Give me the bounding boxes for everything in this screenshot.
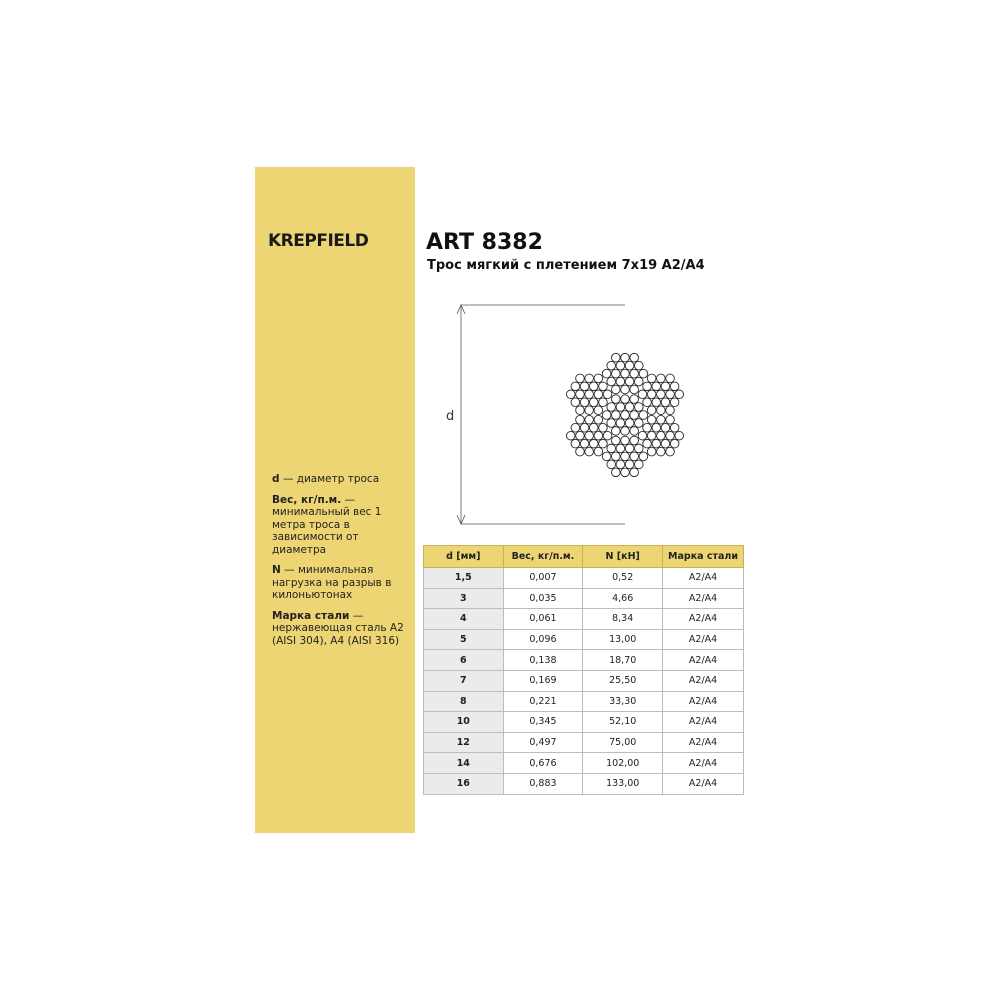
cell-steel: A2/A4 [663, 609, 744, 630]
table-header-row [424, 546, 744, 568]
rope-wire [576, 431, 585, 440]
rope-wire [643, 423, 652, 432]
cell-steel: A2/A4 [663, 732, 744, 753]
cell-steel: A2/A4 [663, 712, 744, 733]
rope-wire [630, 369, 639, 378]
rope-wire [594, 415, 603, 424]
rope-wire [589, 398, 598, 407]
rope-wire [625, 444, 634, 453]
rope-wire [612, 385, 621, 394]
rope-wire [652, 423, 661, 432]
rope-wire [630, 468, 639, 477]
cell-weight: 0,007 [503, 568, 583, 589]
rope-wire [607, 403, 616, 412]
rope-wire [635, 444, 644, 453]
rope-wire [621, 411, 630, 420]
column-header-diameter: d [мм] [424, 546, 504, 568]
rope-wire [657, 406, 666, 415]
rope-wire [571, 382, 580, 391]
cell-weight: 0,345 [503, 712, 583, 733]
rope-wire [589, 382, 598, 391]
rope-strand [602, 436, 647, 476]
rope-wire [661, 439, 670, 448]
cell-load: 4,66 [583, 588, 663, 609]
rope-wire [616, 361, 625, 370]
rope-wire [670, 398, 679, 407]
rope-wire [639, 369, 648, 378]
rope-wire [638, 390, 647, 399]
rope-wire [603, 431, 612, 440]
rope-wire [594, 390, 603, 399]
rope-wire [635, 361, 644, 370]
rope-wire [657, 431, 666, 440]
cell-diameter: 1,5 [424, 568, 504, 589]
rope-wire [616, 444, 625, 453]
legend-item-steel [272, 610, 412, 648]
rope-wire [616, 403, 625, 412]
rope-wire [602, 452, 611, 461]
cell-diameter: 5 [424, 629, 504, 650]
rope-wire [657, 374, 666, 383]
rope-strand [566, 374, 611, 414]
rope-wire [661, 423, 670, 432]
rope-wire [630, 395, 639, 404]
rope-wire [571, 423, 580, 432]
rope-wire [607, 444, 616, 453]
rope-wire [612, 436, 621, 445]
rope-wire [630, 385, 639, 394]
rope-wire [647, 374, 656, 383]
cell-load: 25,50 [583, 670, 663, 691]
rope-wire [675, 431, 684, 440]
cell-diameter: 10 [424, 712, 504, 733]
rope-strand [638, 374, 683, 414]
rope-wire [621, 427, 630, 436]
rope-wire [607, 377, 616, 386]
rope-cross-section-diagram [445, 300, 735, 530]
rope-wire [585, 390, 594, 399]
table-row [424, 773, 744, 794]
legend-term: N [272, 564, 281, 576]
rope-wire [666, 374, 675, 383]
rope-wire [566, 390, 575, 399]
rope-wire [625, 460, 634, 469]
legend-item-d [272, 473, 412, 486]
rope-strand [566, 415, 611, 455]
table-row [424, 732, 744, 753]
cell-weight: 0,169 [503, 670, 583, 691]
legend-text: — диаметр троса [279, 473, 380, 485]
rope-wire [594, 406, 603, 415]
product-title: ART 8382 [426, 230, 543, 255]
table-row [424, 691, 744, 712]
rope-wire [621, 369, 630, 378]
rope-wire [612, 411, 621, 420]
rope-wire [666, 447, 675, 456]
rope-wire [607, 361, 616, 370]
rope-wire [594, 431, 603, 440]
rope-wire [576, 390, 585, 399]
cell-weight: 0,497 [503, 732, 583, 753]
rope-wire [603, 390, 612, 399]
spec-table [423, 545, 744, 795]
rope-wire [585, 431, 594, 440]
cell-load: 8,34 [583, 609, 663, 630]
rope-wire [630, 436, 639, 445]
rope-wire [621, 353, 630, 362]
rope-wire [666, 415, 675, 424]
rope-wire [621, 468, 630, 477]
cell-load: 75,00 [583, 732, 663, 753]
rope-wire [621, 395, 630, 404]
rope-wire [657, 390, 666, 399]
cell-steel: A2/A4 [663, 568, 744, 589]
dimension-label: d [446, 409, 455, 424]
rope-wire [635, 460, 644, 469]
table-row [424, 712, 744, 733]
rope-wire [647, 447, 656, 456]
rope-wire [621, 436, 630, 445]
rope-wire [580, 423, 589, 432]
rope-wire [612, 353, 621, 362]
rope-wire [616, 460, 625, 469]
table-row [424, 670, 744, 691]
rope-wire [612, 427, 621, 436]
cell-weight: 0,061 [503, 609, 583, 630]
rope-wire [670, 439, 679, 448]
rope-wire [571, 398, 580, 407]
cell-diameter: 4 [424, 609, 504, 630]
rope-wire [661, 398, 670, 407]
column-header-steel: Марка стали [663, 546, 744, 568]
rope-wire [585, 447, 594, 456]
table-row [424, 568, 744, 589]
cell-load: 18,70 [583, 650, 663, 671]
rope-wire [657, 447, 666, 456]
cell-steel: A2/A4 [663, 773, 744, 794]
cell-weight: 0,883 [503, 773, 583, 794]
rope-wire [652, 382, 661, 391]
legend-item-weight [272, 494, 412, 557]
rope-wire [612, 468, 621, 477]
rope-wire [630, 411, 639, 420]
rope-wire [585, 415, 594, 424]
rope-wire [666, 431, 675, 440]
rope-wire [589, 423, 598, 432]
table-row [424, 588, 744, 609]
cell-load: 0,52 [583, 568, 663, 589]
rope-wire [635, 377, 644, 386]
cell-steel: A2/A4 [663, 670, 744, 691]
rope-wire [643, 382, 652, 391]
rope-strand [602, 395, 647, 435]
brand-logo: KREPFIELD [268, 231, 369, 251]
rope-wire [625, 419, 634, 428]
cell-steel: A2/A4 [663, 650, 744, 671]
cell-diameter: 6 [424, 650, 504, 671]
rope-wire [594, 374, 603, 383]
rope-wire [594, 447, 603, 456]
rope-wire [571, 439, 580, 448]
column-header-weight: Вес, кг/п.м. [503, 546, 583, 568]
rope-wire [643, 439, 652, 448]
legend-term: Вес, кг/п.м. [272, 493, 342, 506]
rope-wire [635, 419, 644, 428]
rope-wire [675, 390, 684, 399]
cell-load: 13,00 [583, 629, 663, 650]
cell-load: 102,00 [583, 753, 663, 774]
rope-wire [602, 411, 611, 420]
cell-diameter: 12 [424, 732, 504, 753]
rope-wire [580, 382, 589, 391]
rope-wire [576, 415, 585, 424]
rope-strand [602, 353, 647, 393]
cell-diameter: 16 [424, 773, 504, 794]
rope-wire [576, 374, 585, 383]
cell-diameter: 8 [424, 691, 504, 712]
rope-wire [638, 431, 647, 440]
cell-steel: A2/A4 [663, 629, 744, 650]
rope-wire [599, 398, 608, 407]
cell-weight: 0,096 [503, 629, 583, 650]
cell-steel: A2/A4 [663, 691, 744, 712]
cell-weight: 0,035 [503, 588, 583, 609]
rope-wire [635, 403, 644, 412]
cell-load: 133,00 [583, 773, 663, 794]
cell-load: 52,10 [583, 712, 663, 733]
rope-wire [630, 452, 639, 461]
rope-wire [599, 382, 608, 391]
rope-wire [589, 439, 598, 448]
rope-wire [625, 361, 634, 370]
rope-wire [666, 390, 675, 399]
rope-wire [580, 439, 589, 448]
rope-wire [630, 353, 639, 362]
rope-wire [602, 369, 611, 378]
cell-steel: A2/A4 [663, 588, 744, 609]
rope-wire [576, 447, 585, 456]
rope-wire [657, 415, 666, 424]
cell-steel: A2/A4 [663, 753, 744, 774]
rope-wire [585, 406, 594, 415]
cell-weight: 0,221 [503, 691, 583, 712]
cell-diameter: 14 [424, 753, 504, 774]
rope-wire [607, 460, 616, 469]
rope-wire [612, 369, 621, 378]
cell-weight: 0,138 [503, 650, 583, 671]
table-row [424, 753, 744, 774]
rope-wire [670, 423, 679, 432]
rope-wire [621, 385, 630, 394]
table-row [424, 650, 744, 671]
rope-wire [616, 419, 625, 428]
rope-wire [666, 406, 675, 415]
legend-text: — нержавеющая сталь A2 (AISI 304), A4 (AISI 316) [272, 609, 404, 647]
legend [272, 473, 412, 655]
legend-text: — минимальный вес 1 метра троса в зависимости от диаметра [272, 493, 382, 556]
table-row [424, 629, 744, 650]
rope-wire [607, 419, 616, 428]
rope-wire [621, 452, 630, 461]
rope-wire [639, 411, 648, 420]
cell-diameter: 3 [424, 588, 504, 609]
rope-strands [566, 353, 683, 476]
rope-wire [661, 382, 670, 391]
rope-wire [599, 439, 608, 448]
cell-diameter: 7 [424, 670, 504, 691]
table-row [424, 609, 744, 630]
rope-wire [647, 406, 656, 415]
rope-wire [652, 398, 661, 407]
rope-wire [625, 403, 634, 412]
rope-wire [599, 423, 608, 432]
rope-wire [612, 452, 621, 461]
rope-wire [647, 390, 656, 399]
rope-wire [576, 406, 585, 415]
rope-wire [566, 431, 575, 440]
rope-wire [630, 427, 639, 436]
rope-wire [670, 382, 679, 391]
rope-wire [580, 398, 589, 407]
rope-wire [616, 377, 625, 386]
rope-wire [625, 377, 634, 386]
rope-wire [585, 374, 594, 383]
legend-term: Марка стали [272, 609, 350, 622]
rope-strand [638, 415, 683, 455]
product-subtitle: Трос мягкий с плетением 7x19 A2/A4 [427, 258, 705, 273]
column-header-load: N [кН] [583, 546, 663, 568]
rope-wire [643, 398, 652, 407]
rope-wire [639, 452, 648, 461]
rope-wire [647, 431, 656, 440]
legend-text: — минимальная нагрузка на разрыв в килоньютонах [272, 564, 392, 601]
cell-load: 33,30 [583, 691, 663, 712]
legend-term: d [272, 473, 280, 485]
legend-item-load [272, 564, 412, 602]
rope-wire [652, 439, 661, 448]
rope-wire [612, 395, 621, 404]
rope-wire [647, 415, 656, 424]
cell-weight: 0,676 [503, 753, 583, 774]
